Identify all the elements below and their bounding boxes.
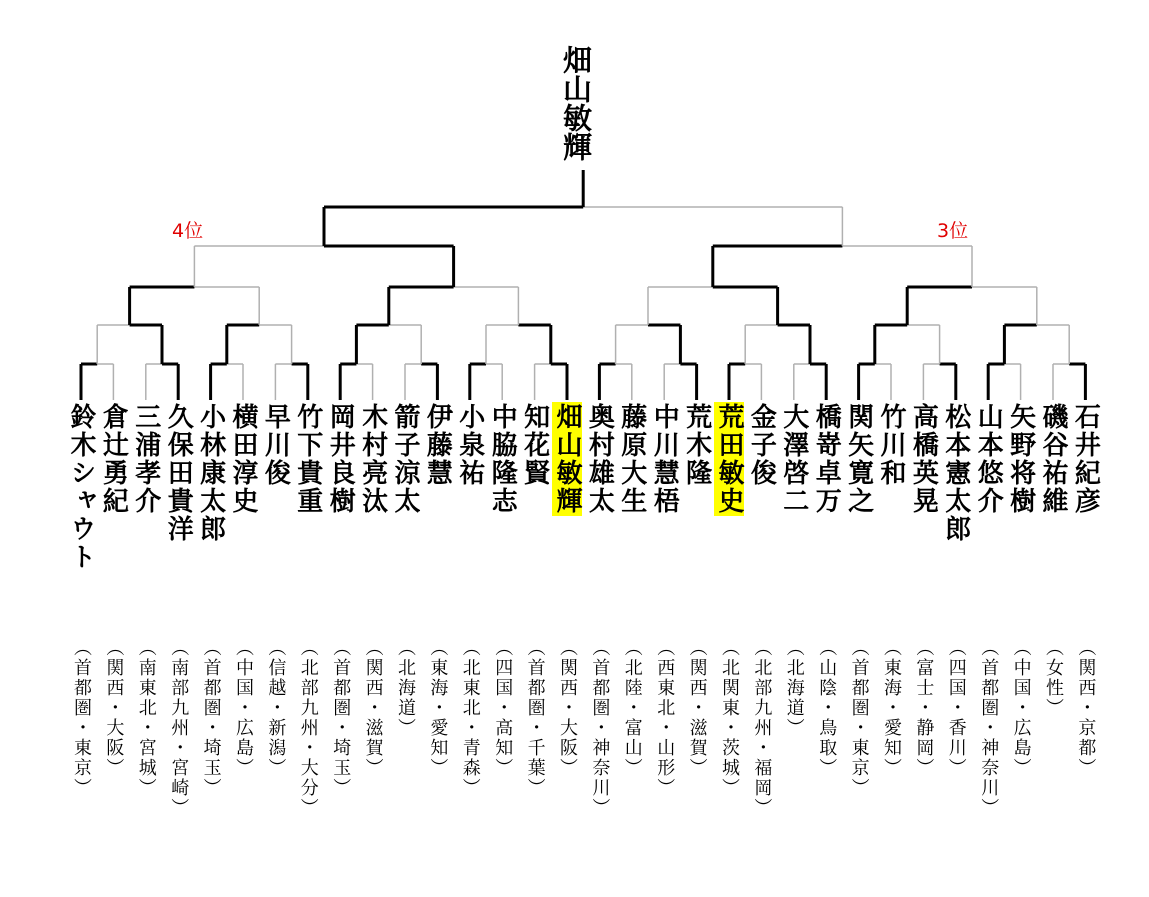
player-name-text: 横田淳史: [228, 403, 258, 515]
player-name: [779, 402, 809, 516]
player-name-text: 倉辻勇紀: [98, 403, 129, 515]
player-name: [844, 402, 874, 516]
player-name: [908, 402, 938, 516]
player-name: [358, 402, 388, 516]
player-region: （南部九州・宮崎）: [168, 638, 190, 818]
player-name: [196, 402, 226, 544]
player-region: （山陰・鳥取）: [816, 638, 838, 778]
player-name: [941, 402, 971, 544]
player-name: [1006, 402, 1036, 516]
player-name: [293, 402, 323, 516]
player-name: [520, 402, 550, 488]
player-name: [487, 402, 517, 516]
player-region: （四国・高知）: [492, 638, 514, 778]
player-name-text: 小林康太郎: [195, 403, 226, 543]
player-name-text: 伊藤慧: [422, 403, 453, 487]
player-region: （首都圏・神奈川）: [978, 638, 1000, 818]
player-name: [163, 402, 193, 544]
rank-label-left: 4位: [172, 220, 204, 242]
player-name-text: 荒木隆: [681, 403, 712, 487]
player-name-text: 藤原大生: [616, 403, 647, 515]
player-region: （中国・広島）: [233, 638, 254, 778]
player-name: [714, 402, 744, 516]
player-name: [682, 402, 712, 488]
player-name-text: 松本憲太郎: [940, 403, 971, 543]
player-name: [584, 402, 614, 516]
player-region: （首都圏・東京）: [71, 638, 92, 798]
player-name: [98, 402, 128, 516]
player-name-text: 久保田貴洋: [163, 403, 194, 543]
player-region: （北部九州・大分）: [297, 638, 319, 818]
player-region: （首都圏・埼玉）: [330, 638, 352, 798]
player-region: （南東北・宮城）: [135, 638, 157, 798]
player-name: [325, 402, 355, 516]
player-region: （北関東・茨城）: [719, 638, 740, 798]
player-region: （首都圏・東京）: [848, 638, 870, 798]
player-region: （北陸・富山）: [621, 638, 643, 778]
player-region: （東海・愛知）: [427, 638, 449, 778]
player-name-text: 奥村雄太: [584, 403, 615, 515]
player-region: （北部九州・福岡）: [751, 638, 773, 818]
rank-label-right: 3位: [937, 220, 969, 242]
player-name: [1070, 402, 1100, 516]
player-region: （信越・新潟）: [265, 638, 287, 778]
player-name-text: 磯谷祐維: [1038, 403, 1068, 515]
player-name-text: 早川俊: [260, 403, 291, 487]
player-name-text: 関矢寛之: [843, 403, 874, 515]
player-name: [649, 402, 679, 516]
player-name: [66, 402, 96, 572]
player-region: （北海道）: [783, 638, 805, 738]
player-name-text: 岡井良樹: [325, 403, 356, 515]
player-region: （首都圏・神奈川）: [589, 638, 611, 818]
player-region: （西東北・山形）: [654, 638, 676, 798]
player-region: （四国・香川）: [945, 638, 967, 778]
player-name: [1038, 402, 1068, 516]
player-name: [228, 402, 258, 516]
player-name-text: 知花賢: [519, 403, 550, 487]
player-name-text: 竹川和: [876, 403, 906, 487]
player-name-text: 竹下貴重: [292, 403, 323, 515]
player-region: （首都圏・千葉）: [524, 638, 546, 798]
player-name-text: 矢野将樹: [1005, 403, 1036, 515]
player-name-text: 高橋英晃: [908, 403, 939, 515]
player-region: （中国・広島）: [1010, 638, 1032, 778]
player-name-text: 石井紀彦: [1070, 403, 1101, 515]
player-region: （関西・大阪）: [103, 638, 125, 778]
player-name: [422, 402, 452, 488]
player-name: [746, 402, 776, 488]
player-region: （首都圏・埼玉）: [200, 638, 222, 798]
player-region: （北海道）: [395, 638, 416, 738]
player-region: （富士・静岡）: [913, 638, 935, 778]
player-name-text: 荒田敏史: [714, 403, 744, 515]
player-name-text: 小泉祐: [454, 403, 485, 487]
player-name: [552, 402, 582, 516]
player-name: [973, 402, 1003, 516]
player-region: （関西・大阪）: [557, 638, 578, 778]
player-name: [131, 402, 161, 516]
player-name: [876, 402, 906, 488]
player-name-text: 中脇隆志: [487, 403, 518, 515]
champion-name: 畑山敏輝: [559, 45, 593, 161]
player-name-text: 箭子涼太: [390, 403, 420, 515]
player-region: （関西・京都）: [1075, 638, 1097, 778]
player-name: [390, 402, 420, 516]
player-name: [811, 402, 841, 516]
player-name-text: 畑山敏輝: [552, 403, 582, 515]
player-name-text: 橋嵜卓万: [811, 403, 842, 515]
player-name-text: 金子俊: [746, 403, 777, 487]
player-region: （関西・滋賀）: [686, 638, 708, 778]
player-name-text: 中川慧梧: [649, 403, 680, 515]
player-name: [455, 402, 485, 488]
player-name-text: 三浦孝介: [130, 403, 161, 515]
player-name-text: 大澤啓二: [778, 403, 809, 515]
player-name: [617, 402, 647, 516]
player-name-text: 鈴木シャウト: [66, 403, 96, 571]
player-region: （東海・愛知）: [881, 638, 902, 778]
player-region: （関西・滋賀）: [362, 638, 384, 778]
player-region: （女性）: [1043, 638, 1064, 718]
player-name: [260, 402, 290, 488]
player-name-text: 木村亮汰: [357, 403, 388, 515]
player-region: （北東北・青森）: [459, 638, 481, 798]
player-name-text: 山本悠介: [973, 403, 1004, 515]
